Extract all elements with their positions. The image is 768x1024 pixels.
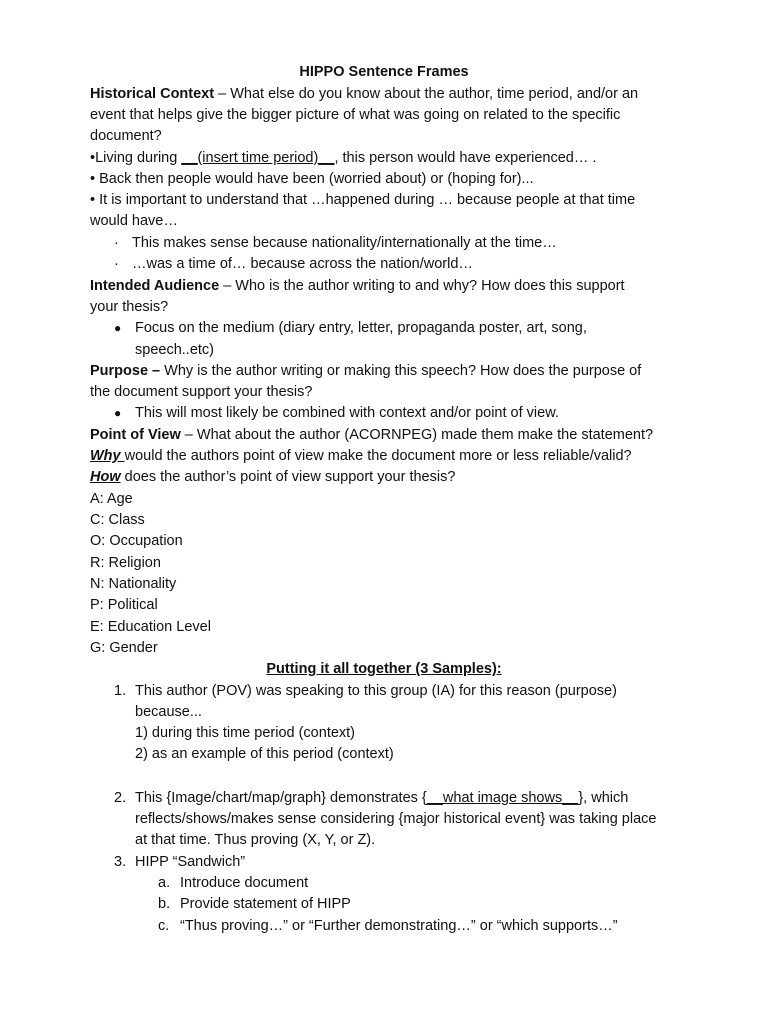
sub-bullet-marker: · (114, 235, 119, 251)
historical-bullet-2: • Back then people would have been (worried about) or (hoping for)... (90, 171, 534, 187)
purpose-bullet-1: This will most likely be combined with context and/or point of view. (135, 405, 559, 421)
sample-1-line-1: This author (POV) was speaking to this group (IA) for this reason (purpose) (135, 683, 617, 699)
sandwich-step: Provide statement of HIPP (180, 896, 351, 912)
sub-list-letter: a. (158, 875, 171, 891)
historical-context-desc: – What else do you know about the author, time period, and/or an (214, 86, 639, 102)
historical-bullet-3-cont: would have… (90, 213, 178, 229)
bullet-marker: ● (114, 406, 122, 420)
sample-2-line-2: reflects/shows/makes sense considering {major historical event} was taking place (135, 811, 657, 827)
sample-1-line-3: 1) during this time period (context) (135, 725, 356, 741)
purpose-heading: Purpose – (90, 363, 161, 379)
historical-context-heading: Historical Context (90, 86, 215, 102)
list-number: 3. (114, 854, 127, 870)
audience-bullet-1-cont: speech..etc) (135, 342, 214, 358)
sub-list-letter: c. (158, 918, 170, 934)
point-of-view-heading: Point of View (90, 427, 181, 443)
sample-3-line-1: HIPP “Sandwich” (135, 854, 246, 870)
sandwich-step: “Thus proving…” or “Further demonstrating…” or “which supports…” (180, 918, 618, 934)
intended-audience-heading: Intended Audience (90, 278, 220, 294)
acornpeg-item: N: Nationality (90, 576, 177, 592)
sub-list-letter: b. (158, 896, 171, 912)
image-shows-blank: __what image shows__ (426, 790, 579, 806)
list-number: 1. (114, 683, 127, 699)
historical-sub-bullet-1: This makes sense because nationality/internationally at the time… (132, 235, 557, 251)
audience-bullet-1: Focus on the medium (diary entry, letter, propaganda poster, art, song, (135, 320, 587, 336)
historical-bullet-1: •Living during __(insert time period)__, this person would have experienced… . (90, 150, 597, 166)
intended-audience-desc-2: your thesis? (90, 299, 169, 315)
pov-how-line: How does the author’s point of view support your thesis? (90, 469, 456, 485)
historical-bullet-3: • It is important to understand that …happened during … because people at that time (90, 192, 636, 208)
historical-context-desc-3: document? (90, 128, 162, 144)
point-of-view-heading-line: Point of View – What about the author (ACORNPEG) made them make the statement? (90, 427, 654, 443)
acornpeg-item: E: Education Level (90, 619, 211, 635)
how-emphasis: How (90, 469, 121, 485)
pov-why-line: Why would the authors point of view make the document more or less reliable/valid? (90, 448, 632, 464)
acornpeg-item: R: Religion (90, 555, 161, 571)
acornpeg-item: P: Political (90, 597, 158, 613)
sub-bullet-marker: · (114, 256, 119, 272)
why-emphasis: Why (90, 448, 125, 464)
bullet-marker: ● (114, 321, 122, 335)
historical-context-desc-2: event that helps give the bigger picture of what was going on related to the specific (90, 107, 621, 123)
sample-2-line-1: This {Image/chart/map/graph} demonstrates {__what image shows__}, which (135, 790, 629, 806)
acornpeg-item: C: Class (90, 512, 145, 528)
sandwich-step: Introduce document (180, 875, 309, 891)
list-number: 2. (114, 790, 127, 806)
purpose-desc-2: the document support your thesis? (90, 384, 313, 400)
putting-together-heading: Putting it all together (3 Samples): (266, 661, 502, 677)
acornpeg-item: A: Age (90, 491, 133, 507)
sample-2-line-3: at that time. Thus proving (X, Y, or Z). (135, 832, 376, 848)
acornpeg-item: O: Occupation (90, 533, 183, 549)
purpose-heading-line: Purpose – Why is the author writing or making this speech? How does the purpose of (90, 363, 642, 379)
sample-1-line-2: because... (135, 704, 202, 720)
document-title: HIPPO Sentence Frames (299, 64, 469, 80)
time-period-blank: __(insert time period)__ (181, 150, 335, 166)
historical-sub-bullet-2: …was a time of… because across the nation/world… (132, 256, 473, 272)
acornpeg-item: G: Gender (90, 640, 158, 656)
sample-1-line-4: 2) as an example of this period (context) (135, 746, 394, 762)
historical-context-heading-line (90, 84, 638, 105)
intended-audience-heading-line: Intended Audience – Who is the author writing to and why? How does this support (90, 278, 625, 294)
